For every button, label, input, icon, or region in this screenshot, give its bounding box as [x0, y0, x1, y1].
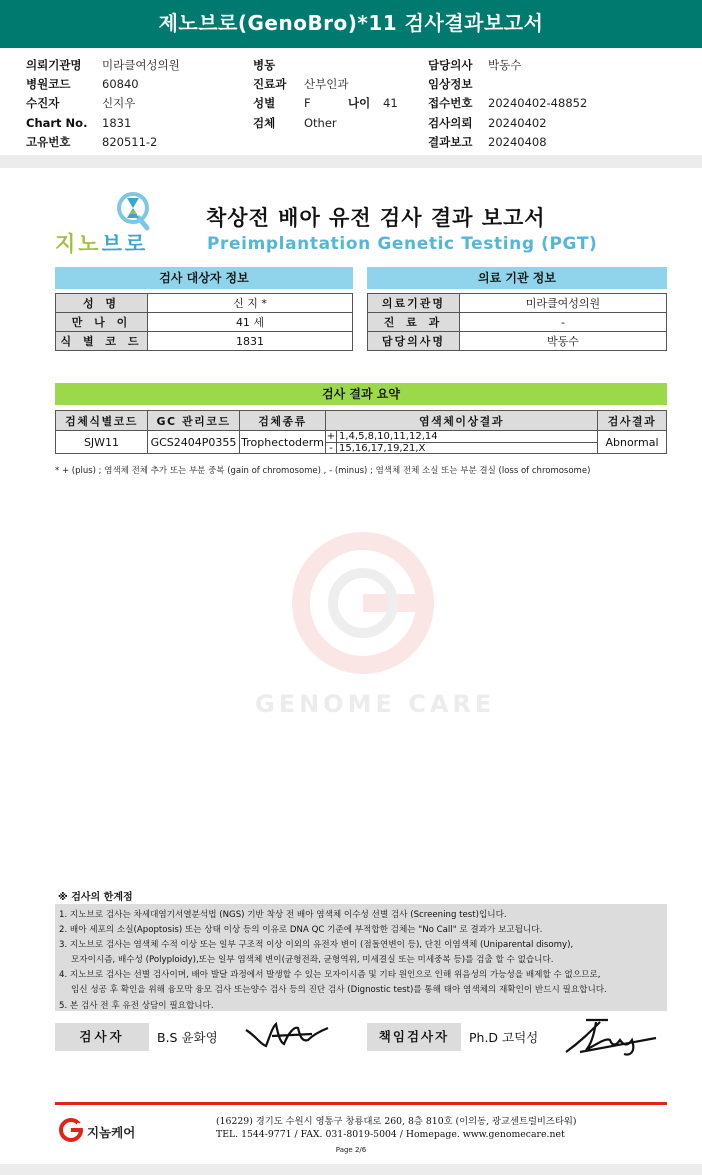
result-cell: Abnormal [598, 431, 667, 454]
subject-info-table [55, 293, 353, 351]
header-label: 검체 [253, 115, 276, 130]
header-value: Other [304, 115, 337, 130]
header-left-column [26, 55, 180, 152]
chromosome-result-cell [326, 431, 598, 454]
header-value: 미라클여성의원 [102, 57, 180, 72]
subject-info-heading: 검사 대상자 정보 [55, 267, 353, 289]
director-label: 책임검사자 [367, 1023, 461, 1051]
chromosome-result [326, 431, 597, 453]
header-row-institution [26, 55, 180, 74]
logo-part-blue: 브로 [101, 232, 149, 256]
institution-label-doctor: 담당의사명 [368, 332, 460, 351]
header-row-specimen [253, 113, 427, 132]
header-row-patient [26, 94, 180, 113]
watermark-text: GENOME CARE [255, 690, 496, 718]
institution-info-table [367, 293, 667, 351]
header-label: 병원코드 [26, 77, 71, 92]
subject-label-id: 식 별 코 드 [56, 332, 148, 351]
page-bottom-gap [0, 1164, 702, 1175]
limitations-title: ※ 검사의 한계점 [58, 892, 133, 903]
header-label: 병동 [253, 57, 276, 72]
subject-label-name: 성 명 [56, 294, 148, 313]
header-value: F [304, 96, 311, 111]
header-label: 의뢰기관명 [26, 57, 82, 72]
header-right-column [428, 55, 587, 152]
gain-chromosomes: 1,4,5,8,10,11,12,14 [339, 431, 438, 442]
header-value: 820511-2 [102, 135, 158, 150]
footer-contact: TEL. 1544-9771 / FAX. 031-8019-5004 / Homepage. www.genomecare.net [216, 1129, 565, 1140]
page-number: Page 2/6 [335, 1146, 367, 1154]
summary-heading: 검사 결과 요약 [55, 383, 667, 405]
limitation-item: 2. 배아 세포의 소실(Apoptosis) 또는 상태 이상 등의 이유로 DNA QC 기준에 부적합한 검체는 "No Call" 로 결과가 보고됩니다. [59, 925, 543, 936]
header-row-ward [253, 55, 427, 74]
header-row-request-date [428, 113, 587, 132]
table-row [368, 294, 667, 313]
header-label: 성별 [253, 96, 276, 111]
header-value: 1831 [102, 115, 132, 130]
header-value: 20240402-48852 [488, 96, 588, 111]
limitations-box [55, 904, 667, 1011]
institution-value-doctor: 박동수 [460, 332, 667, 351]
summary-footnote: * + (plus) ; 염색체 전체 추가 또는 부분 중복 (gain of chromosome) , - (minus) ; 염색체 전체 소실 또는 부분 결실 (loss of chromosome) [55, 466, 591, 476]
column-header: GC 관리코드 [148, 411, 240, 431]
tester-name: B.S 윤화영 [157, 1030, 218, 1045]
header-row-sex-age [253, 94, 427, 113]
header-label: 결과보고 [428, 135, 473, 150]
table-row [368, 313, 667, 332]
document-subtitle: Preimplantation Genetic Testing (PGT) [207, 234, 598, 254]
header-row-chart-no [26, 113, 180, 132]
specimen-type-cell: Trophectoderm [240, 431, 326, 454]
footer-divider [55, 1102, 667, 1105]
specimen-code-cell: SJW11 [56, 431, 148, 454]
gain-line [326, 431, 597, 442]
header-label: Chart No. [26, 115, 88, 130]
document-title: 착상전 배아 유전 검사 결과 보고서 [206, 206, 546, 230]
hourglass-icon [55, 192, 165, 232]
footer-address: (16229) 경기도 수원시 영통구 창룡대로 260, 8층 810호 (이의동, 광교센트럴비즈타워) [216, 1116, 577, 1127]
header-row-hospital-code [26, 74, 180, 93]
header-value: 박동수 [488, 57, 522, 72]
limitation-item: 3. 지노브로 검사는 염색체 수적 이상 또는 일부 구조적 이상 이외의 유전자 변이 (점돌연변이 등), 단친 이염색체 (Uniparental disomy), [59, 940, 574, 951]
gc-code-cell: GCS2404P0355 [148, 431, 240, 454]
header-value: 20240402 [488, 115, 547, 130]
header-row-report-date [428, 133, 587, 152]
table-row [56, 332, 353, 351]
header-label: 나이 [348, 96, 371, 111]
table-row [56, 313, 353, 332]
summary-header-row [56, 411, 667, 431]
genomecare-g-icon [58, 1117, 84, 1143]
header-label: 진료과 [253, 77, 287, 92]
limitation-item: 4. 지노브로 검사는 선별 검사이며, 배아 발달 과정에서 발생할 수 있는 모자이시즘 및 기타 원인으로 인해 위음성의 가능성을 배제할 수 없으므로, [59, 970, 601, 981]
loss-chromosomes: 15,16,17,19,21,X [339, 443, 426, 454]
header-value: 신지우 [102, 96, 136, 111]
report-title-bar [0, 0, 702, 48]
header-row-department [253, 74, 427, 93]
institution-value-dept: - [460, 313, 667, 332]
tester-label: 검사자 [55, 1023, 149, 1051]
director-name: Ph.D 고덕성 [469, 1030, 539, 1045]
header-row-receipt-no [428, 94, 587, 113]
header-row-unique-id [26, 133, 180, 152]
header-label: 담당의사 [428, 57, 473, 72]
header-label: 수진자 [26, 96, 60, 111]
loss-sign: - [326, 443, 337, 453]
genobro-logo-text [55, 228, 148, 258]
table-row [56, 294, 353, 313]
column-header: 검체종류 [240, 411, 326, 431]
header-label: 접수번호 [428, 96, 473, 111]
header-value: 산부인과 [304, 77, 349, 92]
logo-part-green: 지노 [55, 232, 102, 256]
summary-table [55, 410, 667, 454]
limitation-item: 1. 지노브로 검사는 차세대염기서열분석법 (NGS) 기반 착상 전 배아 염색체 이수성 선별 검사 (Screening test)입니다. [59, 910, 507, 920]
subject-value-age: 41 세 [148, 313, 353, 332]
genobro-logo [55, 192, 165, 256]
tester-signature-icon [242, 1014, 332, 1054]
loss-line [326, 442, 597, 453]
header-middle-column [253, 55, 427, 133]
header-row-doctor [428, 55, 587, 74]
institution-label-dept: 진 료 과 [368, 313, 460, 332]
report-title: 제노브로(GenoBro)*11 검사결과보고서 [158, 11, 544, 35]
gain-sign: + [326, 431, 336, 442]
institution-info-heading: 의료 기관 정보 [367, 267, 667, 289]
institution-value-name: 미라클여성의원 [460, 294, 667, 313]
header-label: 검사의뢰 [428, 115, 473, 130]
column-header: 검체식별코드 [56, 411, 148, 431]
column-header: 염색체이상결과 [326, 411, 598, 431]
limitation-item: 임신 성공 후 확인을 위해 융모막 융모 검사 또는양수 검사 등의 진단 검사 (Dignostic test)를 통해 태아 염색체의 재확인이 반드시 필요합니다. [71, 985, 607, 996]
header-value: 41 [383, 96, 398, 111]
institution-label-name: 의료기관명 [368, 294, 460, 313]
limitation-item: 모자이시즘, 배수성 (Polyploidy),또는 일부 염색체 변이(균형전좌, 균형역위, 미세결실 또는 미세중복 등)를 검출 할 수 없습니다. [71, 955, 554, 966]
column-header: 검사결과 [598, 411, 667, 431]
header-label: 고유번호 [26, 135, 71, 150]
genomecare-logo [58, 1117, 178, 1147]
header-label: 임상정보 [428, 77, 473, 92]
header-value: 60840 [102, 77, 139, 92]
limitation-item: 5. 본 검사 전 후 유전 상담이 필요합니다. [59, 1000, 214, 1011]
table-row [368, 332, 667, 351]
director-signature-icon [560, 1012, 660, 1058]
header-row-clinical-info [428, 74, 587, 93]
subject-value-id: 1831 [148, 332, 353, 351]
footer-address-block [216, 1115, 576, 1141]
table-row [56, 431, 667, 454]
header-value: 20240408 [488, 135, 547, 150]
subject-value-name: 신 지 * [148, 294, 353, 313]
subject-label-age: 만 나 이 [56, 313, 148, 332]
genomecare-logo-text: 지놈케어 [87, 1125, 136, 1140]
genome-care-watermark-icon [290, 530, 436, 676]
page-separator [0, 155, 702, 168]
